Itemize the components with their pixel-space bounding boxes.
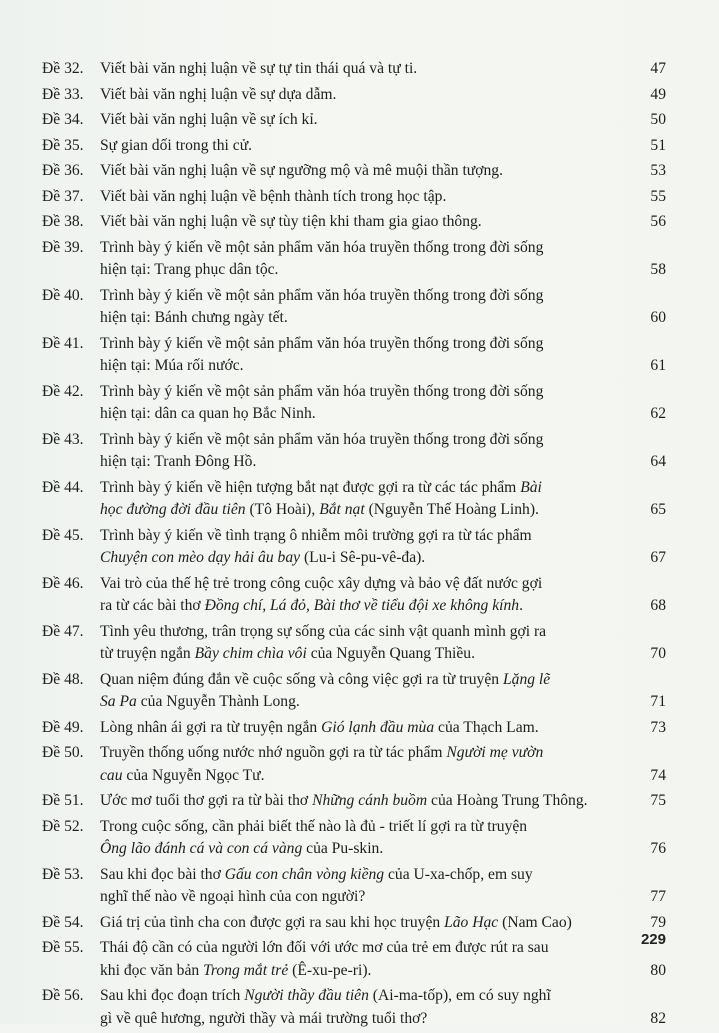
- toc-title-text: hiện tại: Trang phục dân tộc.: [100, 261, 279, 278]
- toc-title-text: Trình bày ý kiến về một sản phẩm văn hóa truyền thống trong đời sống: [100, 238, 544, 256]
- toc-page-number: 80: [650, 961, 666, 979]
- toc-entry-label: Đề 42.: [42, 382, 84, 400]
- toc-entry-line: [42, 109, 666, 132]
- toc-page-number: 73: [650, 718, 666, 736]
- toc-title-text: Trình bày ý kiến về tình trạng ô nhiễm môi trường gợi ra từ tác phẩm: [100, 526, 532, 544]
- toc-page-number: 47: [650, 60, 666, 77]
- toc-entry: [42, 211, 666, 234]
- toc-entry-label: Đề 32.: [42, 60, 84, 77]
- toc-entry-label: Đề 45.: [42, 526, 84, 544]
- toc-entry-line: [42, 691, 666, 714]
- toc-entry-line: [42, 1008, 666, 1031]
- toc-entry-label: Đề 52.: [42, 817, 84, 835]
- toc-entry-line: [42, 259, 666, 282]
- toc-title-text: (Ê-xu-pe-ri).: [288, 961, 372, 979]
- toc-entry-label: Đề 39.: [42, 238, 84, 256]
- toc-entry: [42, 790, 666, 813]
- toc-entry-line: [42, 621, 666, 644]
- toc-page-number: 82: [650, 1009, 666, 1027]
- toc-title-text: Truyền thống uống nước nhớ nguồn gợi ra từ tác phẩm: [100, 744, 447, 761]
- toc-page-number: 53: [650, 162, 666, 179]
- toc-entry: [42, 381, 666, 426]
- toc-entry-line: [42, 58, 666, 81]
- toc-page-number: 71: [650, 693, 666, 710]
- toc-entry-label: Đề 49.: [42, 718, 84, 736]
- toc-title-italic-text: Lặng lẽ: [502, 670, 551, 688]
- toc-entry: [42, 864, 666, 909]
- toc-title-italic-text: Gió lạnh đầu mùa: [321, 718, 435, 736]
- toc-page-number: 55: [650, 187, 666, 205]
- toc-page-number: 65: [650, 501, 666, 518]
- toc-title-text: của Pu-skin.: [302, 840, 384, 857]
- toc-entry-label: Đề 38.: [42, 213, 84, 230]
- toc-entry-line: [42, 135, 666, 158]
- toc-title-text: Tình yêu thương, trân trọng sự sống của các sinh vật quanh mình gợi ra: [100, 622, 547, 640]
- toc-title-text: Viết bài văn nghị luận về sự dựa dẫm.: [100, 85, 337, 103]
- toc-title-text: khi đọc văn bản: [100, 961, 204, 979]
- toc-title-text: Trình bày ý kiến về một sản phẩm văn hóa truyền thống trong đời sống: [100, 382, 544, 400]
- toc-title-italic-text: Người thầy đầu tiên: [244, 987, 369, 1004]
- toc-entry: [42, 912, 666, 935]
- toc-entry-line: [42, 742, 666, 765]
- toc-entry-line: [42, 886, 666, 909]
- toc-page-number: 77: [650, 888, 666, 905]
- toc-entry-line: [42, 937, 666, 960]
- toc-page-number: 56: [650, 213, 666, 230]
- toc-title-italic-text: Bắt nạt: [319, 501, 365, 518]
- toc-entry-line: [42, 864, 666, 887]
- page-number: 229: [640, 931, 666, 948]
- toc-entry: [42, 742, 666, 787]
- toc-entry-line: [42, 816, 666, 839]
- toc-title-text: Viết bài văn nghị luận về bệnh thành tích trong học tập.: [100, 187, 447, 205]
- toc-entry-label: Đề 48.: [42, 670, 84, 688]
- toc-entry-line: [42, 381, 666, 404]
- toc-page-number: 61: [650, 357, 666, 374]
- toc-title-text: Vai trò của thế hệ trẻ trong công cuộc xây dựng và bảo vệ đất nước gợi: [100, 574, 543, 592]
- toc-page-number: 60: [650, 309, 666, 326]
- toc-title-italic-text: Trong mắt trẻ: [203, 961, 289, 979]
- toc-page-number: 62: [650, 405, 666, 422]
- toc-entry-label: Đề 41.: [42, 334, 84, 352]
- toc-entry-line: [42, 307, 666, 330]
- toc-title-text: Sau khi đọc bài thơ: [100, 865, 225, 883]
- toc-entry-label: Đề 40.: [42, 286, 84, 304]
- toc-entry-line: [42, 451, 666, 474]
- toc-title-italic-text: Gấu con chân vòng kiềng: [224, 865, 385, 883]
- toc-title-text: Ước mơ tuổi thơ gợi ra từ bài thơ: [100, 792, 313, 809]
- toc-entry-line: [42, 960, 666, 983]
- toc-entry: [42, 333, 666, 378]
- toc-title-text: (Nam Cao): [498, 913, 572, 931]
- toc-entry: [42, 160, 666, 183]
- toc-title-text: Giá trị của tình cha con được gợi ra sau khi học truyện: [100, 913, 445, 931]
- toc-entry-label: Đề 33.: [42, 85, 84, 103]
- toc-title-text: nghĩ thế nào về ngoại hình của con người?: [100, 888, 366, 905]
- toc-title-text: hiện tại: Múa rối nước.: [100, 357, 244, 374]
- toc-entry: [42, 285, 666, 330]
- toc-entry: [42, 237, 666, 282]
- toc-title-text: Trình bày ý kiến về một sản phẩm văn hóa truyền thống trong đời sống: [100, 286, 544, 304]
- toc-title-text: của Nguyễn Thành Long.: [136, 693, 300, 710]
- toc-entry: [42, 135, 666, 158]
- toc-entry-line: [42, 84, 666, 107]
- toc-entry-label: Đề 37.: [42, 187, 84, 205]
- toc-title-text: Viết bài văn nghị luận về sự ích kỉ.: [100, 111, 318, 128]
- toc-entry: [42, 58, 666, 81]
- toc-entry-line: [42, 838, 666, 861]
- toc-entry-line: [42, 547, 666, 570]
- toc-title-text: Sự gian dối trong thi cử.: [100, 136, 253, 154]
- toc-entry-label: Đề 34.: [42, 111, 84, 128]
- toc-title-text: của Nguyễn Ngọc Tư.: [122, 766, 265, 784]
- toc-page-number: 67: [650, 549, 666, 566]
- toc-title-text: của Hoàng Trung Thông.: [427, 792, 588, 809]
- toc-title-text: (Lu-i Sê-pu-vê-đa).: [300, 549, 426, 566]
- toc-entry-label: Đề 47.: [42, 622, 84, 640]
- toc-title-italic-text: Chuyện con mèo dạy hải âu bay: [100, 549, 301, 566]
- toc-title-italic-text: Lão Hạc: [444, 913, 499, 931]
- toc-entry: [42, 717, 666, 740]
- toc-entry-line: [42, 403, 666, 426]
- toc-title-italic-text: học đường đời đầu tiên: [100, 501, 246, 518]
- toc-entry-label: Đề 55.: [42, 939, 84, 956]
- toc-entry-line: [42, 573, 666, 596]
- toc-entry-line: [42, 717, 666, 740]
- toc-page-number: 74: [650, 766, 666, 784]
- toc-entry: [42, 186, 666, 209]
- toc-entry-line: [42, 355, 666, 378]
- toc-title-text: Trình bày ý kiến về một sản phẩm văn hóa truyền thống trong đời sống: [100, 334, 544, 352]
- toc-title-italic-text: Bầy chim chìa vôi: [194, 645, 307, 662]
- toc-title-text: Lòng nhân ái gợi ra từ truyện ngắn: [100, 718, 322, 736]
- toc-entry-label: Đề 53.: [42, 865, 84, 883]
- toc-title-italic-text: Đồng chí, Lá đỏ, Bài thơ về tiểu đội xe không kính: [204, 597, 520, 614]
- toc-entry: [42, 109, 666, 132]
- toc-page-number: 49: [650, 85, 666, 103]
- toc-entry-line: [42, 186, 666, 209]
- toc-entry: [42, 84, 666, 107]
- toc-entry-line: [42, 643, 666, 666]
- toc-title-italic-text: Bài: [520, 478, 542, 496]
- toc-title-italic-text: cau: [100, 766, 123, 784]
- toc-entry-line: [42, 985, 666, 1008]
- toc-title-text: .: [519, 597, 524, 614]
- toc-entry-label: Đề 35.: [42, 136, 84, 154]
- toc-entry: [42, 937, 666, 982]
- toc-entry-label: Đề 56.: [42, 987, 84, 1004]
- toc-page-number: 75: [650, 792, 666, 809]
- toc-entry-line: [42, 912, 666, 935]
- toc-title-italic-text: Những cánh buồm: [312, 792, 428, 809]
- toc-entry: [42, 477, 666, 522]
- toc-entry-line: [42, 333, 666, 356]
- toc-entry-line: [42, 790, 666, 813]
- toc-title-text: Trình bày ý kiến về một sản phẩm văn hóa truyền thống trong đời sống: [100, 430, 544, 448]
- toc-entry-line: [42, 211, 666, 234]
- toc-page-number: 68: [650, 597, 666, 614]
- toc-title-text: của Thạch Lam.: [434, 718, 539, 736]
- toc-title-text: Viết bài văn nghị luận về sự tự tin thái quá và tự ti.: [100, 60, 418, 77]
- toc-title-text: (Nguyễn Thế Hoàng Linh).: [364, 501, 539, 518]
- toc-title-text: hiện tại: Bánh chưng ngày tết.: [100, 309, 288, 326]
- toc-title-text: (Tô Hoài),: [245, 501, 320, 518]
- toc-page-number: 70: [650, 645, 666, 662]
- toc-entry-label: Đề 43.: [42, 430, 84, 448]
- toc-page-number: 79: [650, 913, 666, 931]
- toc-title-text: của U-xa-chốp, em suy: [384, 865, 533, 883]
- toc-entry: [42, 669, 666, 714]
- toc-title-italic-text: Người mẹ vườn: [446, 744, 544, 761]
- toc-entry-line: [42, 160, 666, 183]
- toc-entry-line: [42, 499, 666, 522]
- toc-title-italic-text: Ông lão đánh cá và con cá vàng: [100, 840, 303, 857]
- toc-entry-line: [42, 285, 666, 308]
- toc-entry-label: Đề 36.: [42, 162, 84, 179]
- toc-title-text: Viết bài văn nghị luận về sự tùy tiện khi tham gia giao thông.: [100, 213, 482, 230]
- toc-entry: [42, 621, 666, 666]
- toc-entry-label: Đề 44.: [42, 478, 84, 496]
- toc-title-text: Quan niệm đúng đắn về cuộc sống và công việc gợi ra từ truyện: [100, 670, 503, 688]
- toc-title-text: Viết bài văn nghị luận về sự ngưỡng mộ và mê muội thần tượng.: [100, 162, 503, 179]
- toc-page-number: 58: [650, 261, 666, 278]
- toc-title-text: Trong cuộc sống, cần phải biết thế nào là đủ - triết lí gợi ra từ truyện: [100, 817, 528, 835]
- toc-page-number: 76: [650, 840, 666, 857]
- toc-title-text: Trình bày ý kiến về hiện tượng bắt nạt được gợi ra từ các tác phẩm: [100, 478, 521, 496]
- toc-page-number: 51: [650, 136, 666, 154]
- toc-title-italic-text: Sa Pa: [100, 693, 137, 710]
- toc-title-text: từ truyện ngắn: [100, 645, 195, 662]
- toc-title-text: Thái độ cần có của người lớn đối với ước mơ của trẻ em được rút ra sau: [100, 939, 549, 956]
- toc-entry: [42, 816, 666, 861]
- toc-entry-label: Đề 50.: [42, 744, 84, 761]
- toc-title-text: (Ai-ma-tốp), em có suy nghĩ: [368, 987, 551, 1004]
- toc-page-number: 64: [650, 453, 666, 470]
- toc-entry-label: Đề 54.: [42, 913, 84, 931]
- toc-entry-line: [42, 477, 666, 500]
- table-of-contents: [42, 58, 666, 1033]
- toc-entry-line: [42, 669, 666, 692]
- toc-entry-line: [42, 525, 666, 548]
- toc-title-text: ra từ các bài thơ: [100, 597, 205, 614]
- toc-entry-line: [42, 765, 666, 788]
- toc-entry-label: Đề 51.: [42, 792, 84, 809]
- toc-entry: [42, 429, 666, 474]
- toc-entry-line: [42, 237, 666, 260]
- toc-entry: [42, 985, 666, 1030]
- toc-title-text: Sau khi đọc đoạn trích: [100, 987, 245, 1004]
- toc-page-number: 50: [650, 111, 666, 128]
- toc-entry: [42, 573, 666, 618]
- toc-entry-line: [42, 429, 666, 452]
- toc-entry-label: Đề 46.: [42, 574, 84, 592]
- toc-title-text: hiện tại: Tranh Đông Hồ.: [100, 453, 257, 470]
- toc-title-text: của Nguyễn Quang Thiều.: [306, 645, 475, 662]
- toc-title-text: gì về quê hương, người thầy và mái trường tuổi thơ?: [100, 1009, 428, 1027]
- toc-entry: [42, 525, 666, 570]
- toc-title-text: hiện tại: dân ca quan họ Bắc Ninh.: [100, 405, 316, 422]
- toc-entry-line: [42, 595, 666, 618]
